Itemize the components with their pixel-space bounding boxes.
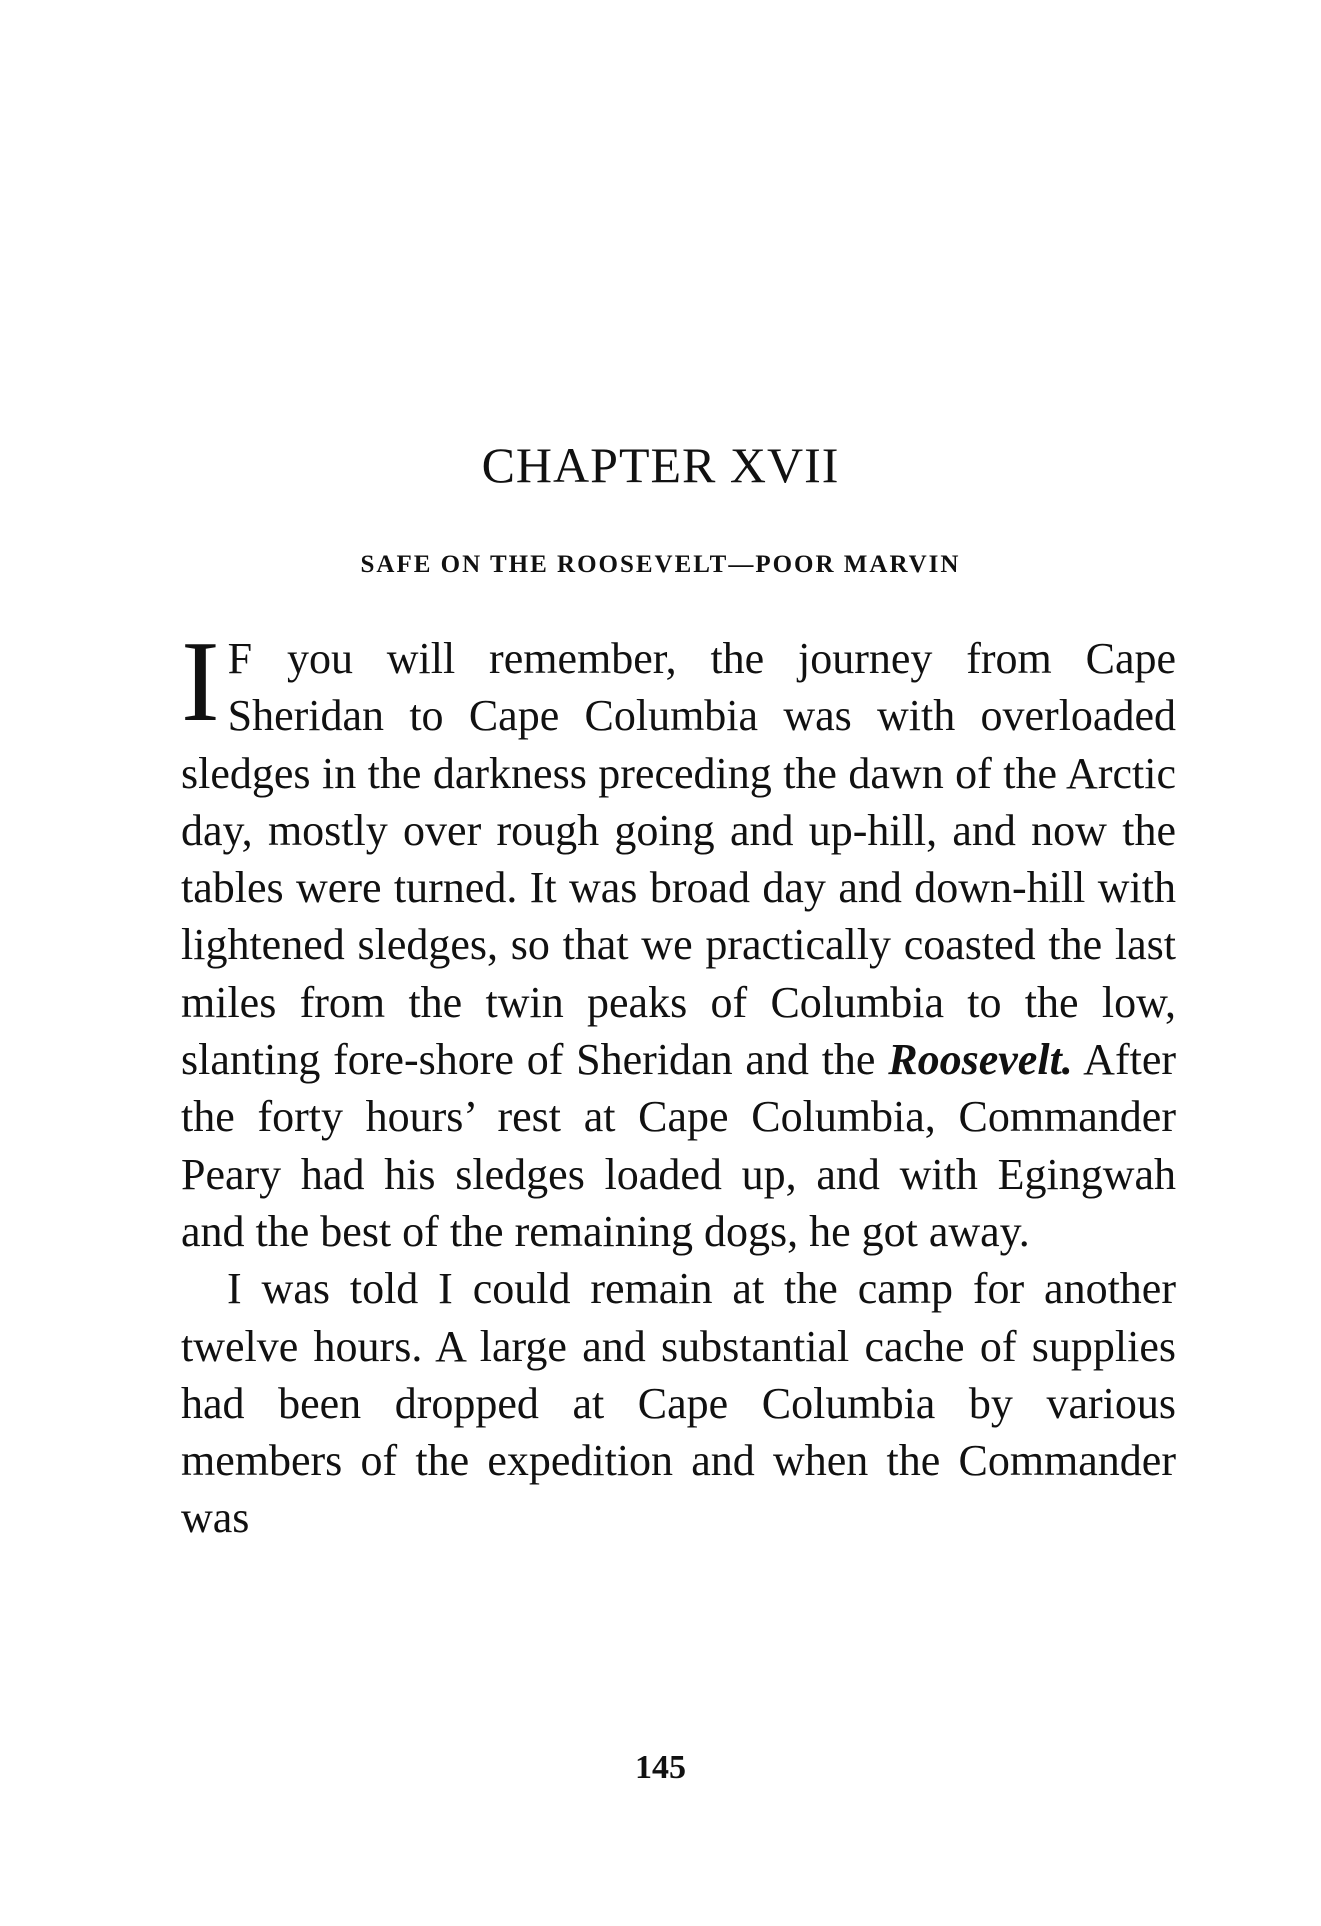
paragraph-1-text-a: you will remember, the journey from Cape Sheridan to Cape Columbia was with overloaded sledges in the darkness preceding the dawn of the Arctic day, mostly over rough going and up-hill, and now the tables were turned. It was broad day and down-hill with lightened sledges, so that we practically coasted the last miles from the twin peaks of Columbia to the low, slanting fore-shore of Sheridan and the	[181, 634, 1176, 1085]
chapter-body	[181, 618, 1177, 1547]
lead-letters: F	[227, 634, 254, 683]
chapter-subtitle: SAFE ON THE ROOSEVELT—POOR MARVIN	[360, 551, 961, 578]
ship-name-italic: Roosevelt.	[888, 1035, 1073, 1085]
drop-cap: I	[181, 618, 220, 746]
paragraph-1-text-b: After the forty hours’ rest at Cape Columbia, Commander Peary had his sledges loaded up, and with Egingwah and the best of the remaining dogs, he got away.	[181, 1035, 1177, 1256]
page-number: 145	[635, 1749, 686, 1786]
paragraph-2: I was told I could remain at the camp for another twelve hours. A large and substantial cache of supplies had been dropped at Cape Columbia by various members of the expedition and when the Commander was	[181, 1264, 1176, 1543]
paragraph-1	[181, 618, 1177, 1260]
chapter-title: CHAPTER XVII	[481, 437, 840, 493]
